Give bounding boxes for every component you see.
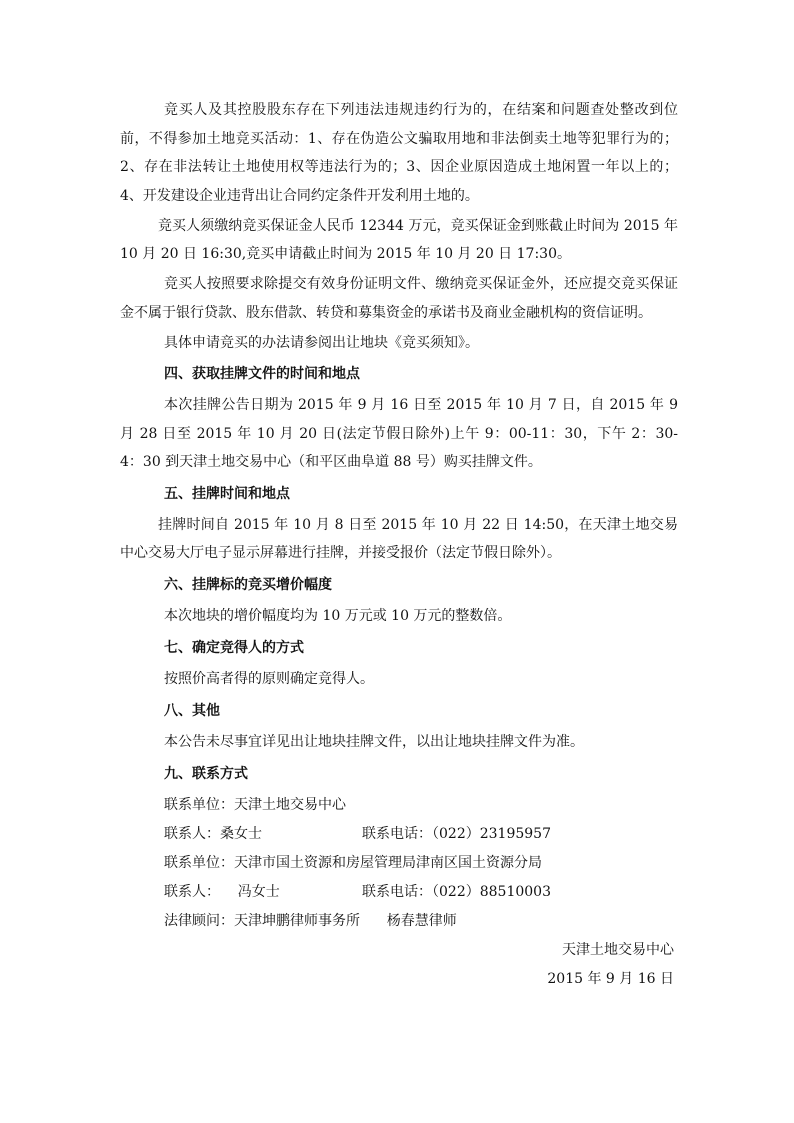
contact-phone-1: 联系电话：（022）23195957 [362, 825, 551, 842]
contact-person-1: 联系人：桑女士 [164, 825, 262, 842]
section-heading-listing-time: 五、挂牌时间和地点 [164, 485, 290, 502]
document-body [120, 96, 678, 994]
paragraph-deposit: 竞买人须缴纳竞买保证金人民币 12344 万元，竞买保证金到账截止时间为 2015 年 10 月 20 日 16:30,竞买申请截止时间为 2015 年 10 月 20 日 17:30。 [120, 217, 678, 262]
paragraph-violation-rules: 竞买人及其控股股东存在下列违法违规违约行为的，在结案和问题查处整改到位前，不得参加土地竞买活动：1、存在伪造公文骗取用地和非法倒卖土地等犯罪行为的；2、存在非法转让土地使用权等违法行为的；3、因企业原因造成土地闲置一年以上的；4、开发建设企业违背出让合同约定条件开发利用土地的。 [120, 102, 678, 204]
paragraph-requirements: 竞买人按照要求除提交有效身份证明文件、缴纳竞买保证金外，还应提交竞买保证金不属于银行贷款、股东借款、转贷和募集资金的承诺书及商业金融机构的资信证明。 [120, 276, 678, 321]
section-body-other: 本公告未尽事宜详见出让地块挂牌文件，以出让地块挂牌文件为准。 [164, 733, 584, 750]
signature-date: 2015 年 9 月 16 日 [547, 970, 674, 987]
signature-organization: 天津土地交易中心 [562, 941, 674, 958]
paragraph-bidding-instructions: 具体申请竞买的办法请参阅出让地块《竞买须知》。 [164, 334, 479, 351]
contact-phone-2: 联系电话：（022）88510003 [362, 883, 551, 900]
section-body-documents: 本次挂牌公告日期为 2015 年 9 月 16 日至 2015 年 10 月 7 日，自 2015 年 9 月 28 日至 2015 年 10 月 20 日(法定节假日除外)上午 9：00-11：30，下午 2：30-4：30 到天津土地交易中心（和平区曲阜道 88 号）购买挂牌文件。 [120, 397, 678, 470]
section-body-winner: 按照价高者得的原则确定竞得人。 [164, 670, 374, 687]
contact-unit-2: 联系单位：天津市国土资源和房屋管理局津南区国土资源分局 [164, 854, 542, 871]
section-heading-winner: 七、确定竞得人的方式 [164, 639, 304, 656]
section-heading-contact: 九、联系方式 [164, 765, 248, 782]
section-heading-other: 八、其他 [164, 702, 220, 719]
section-heading-documents: 四、获取挂牌文件的时间和地点 [164, 366, 360, 382]
section-body-increment: 本次地块的增价幅度均为 10 万元或 10 万元的整数倍。 [164, 607, 512, 624]
section-heading-increment: 六、挂牌标的竞买增价幅度 [164, 576, 332, 593]
contact-unit-1: 联系单位：天津土地交易中心 [164, 796, 346, 813]
contact-person-2: 联系人： 冯女士 [164, 883, 280, 900]
section-body-listing-time: 挂牌时间自 2015 年 10 月 8 日至 2015 年 10 月 22 日 14:50，在天津土地交易中心交易大厅电子显示屏幕进行挂牌，并接受报价（法定节假日除外）。 [120, 516, 678, 561]
contact-row-2 [120, 878, 678, 907]
contact-row-1 [120, 820, 678, 849]
legal-counsel: 法律顾问：天津坤鹏律师事务所 杨春慧律师 [164, 912, 457, 929]
